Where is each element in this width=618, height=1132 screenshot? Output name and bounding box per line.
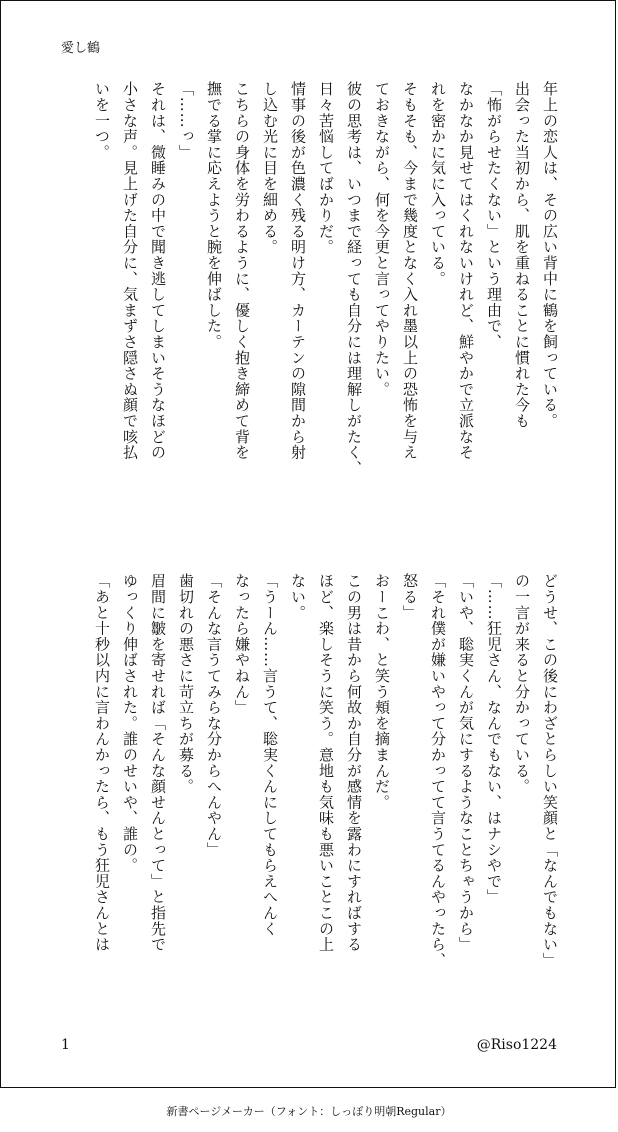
text-column-bottom [88, 573, 564, 1003]
text-line: 「あと十秒以内に言わんかったら、もう狂児さんとは [93, 573, 111, 953]
text-line: なったら嫌やねん」 [233, 573, 251, 716]
author-handle: @Riso1224 [476, 1037, 557, 1053]
text-line: 「いや、聡実くんが気にするようなことちゃうから」 [457, 573, 475, 953]
text-line: それは、微睡みの中で聞き逃してしまいそうなほどの [149, 81, 167, 461]
text-line: の一言が来ると分かっている。 [513, 573, 531, 795]
text-line: 情事の後が色濃く残る明け方、カーテンの隙間から射 [289, 81, 307, 461]
text-line: そもそも、今まで幾度となく入れ墨以上の恐怖を与え [401, 81, 419, 461]
text-line: し込む光に目を細める。 [261, 81, 279, 255]
text-line: ない。 [289, 573, 307, 621]
text-line: どうせ、この後にわざとらしい笑顔と「なんでもない」 [541, 573, 559, 968]
text-line: 「……狂児さん、なんでもない、はナシやで」 [485, 573, 503, 905]
text-line: 「それ僕が嫌いやって分かってて言うてるんやったら、 [429, 573, 447, 968]
text-line: 撫でる掌に応えようと腕を伸ばした。 [205, 81, 223, 350]
text-line: 「そんな言うてみらな分からへんやん」 [205, 573, 223, 858]
text-line: なかなか見せてはくれないけれど、鮮やかで立派なそ [457, 81, 475, 461]
text-line: ておきながら、何を今更と言ってやりたい。 [373, 81, 391, 397]
text-line: 小さな声。見上げた自分に、気まずさ隠さぬ顔で咳払 [121, 81, 139, 461]
text-line: 彼の思考は、いつまで経っても自分には理解しがたく、 [345, 81, 363, 476]
generator-credit: 新書ページメーカー（フォント：しっぽり明朝Regular） [166, 1105, 452, 1118]
page-title: 愛し鶴 [61, 41, 101, 56]
text-line: 「うーん……言うて、聡実くんにしてもらえへんく [261, 573, 279, 937]
text-line: おーこわ、と笑う頬を摘まんだ。 [373, 573, 391, 810]
text-line: 年上の恋人は、その広い背中に鶴を飼っている。 [541, 81, 559, 429]
text-line: 出会った当初から、肌を重ねることに慣れた今も [513, 81, 531, 429]
text-line: 「怖がらせたくない」という理由で、 [485, 81, 503, 350]
text-line: こちらの身体を労わるように、優しく抱き締めて背を [233, 81, 251, 461]
text-line: この男は昔から何故か自分が感情を露わにすればする [345, 573, 363, 953]
text-line: 怒る」 [401, 573, 419, 621]
text-line: 「……っ」 [177, 81, 195, 160]
text-line: 歯切れの悪さに苛立ちが募る。 [177, 573, 195, 795]
text-column-top [88, 81, 564, 511]
text-line: いを一つ。 [93, 81, 111, 160]
text-line: ゆっくり伸ばされた。誰のせいや、誰の。 [121, 573, 139, 874]
text-line: 日々苦悩してばかりだ。 [317, 81, 335, 255]
text-line: れを密かに気に入っている。 [429, 81, 447, 287]
text-line: 眉間に皺を寄せれば「そんな顔せんとって」と指先で [149, 573, 167, 953]
text-line: ほど、楽しそうに笑う。意地も気味も悪いことこの上 [317, 573, 335, 953]
page-number: 1 [61, 1037, 70, 1053]
